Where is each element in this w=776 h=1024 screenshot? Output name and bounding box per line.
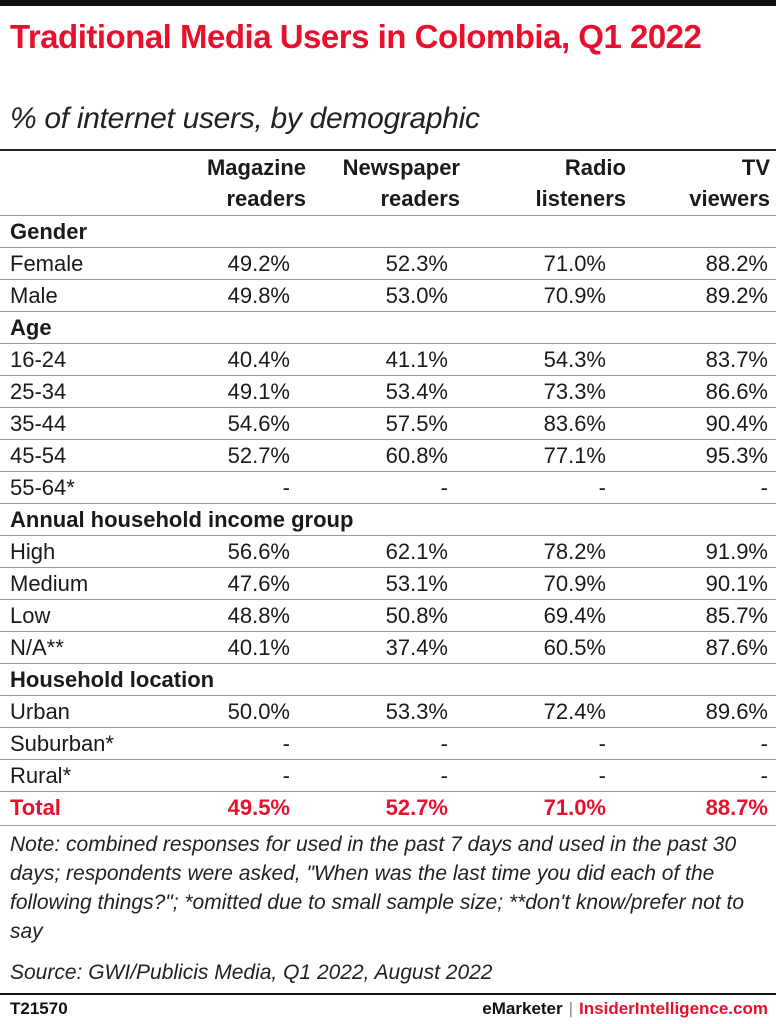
row-label: Suburban* bbox=[10, 731, 114, 756]
table-cell: 90.4% bbox=[705, 411, 768, 436]
table-cell: - bbox=[760, 475, 768, 500]
chart-subtitle: % of internet users, by demographic bbox=[10, 102, 480, 135]
row-label: Annual household income group bbox=[10, 507, 354, 532]
table-cell: 87.6% bbox=[705, 635, 768, 660]
row-label: 35-44 bbox=[10, 411, 67, 436]
row-label: 55-64* bbox=[10, 475, 75, 500]
table-cell: 86.6% bbox=[705, 379, 768, 404]
table-row bbox=[0, 535, 776, 568]
table-row bbox=[0, 279, 776, 312]
table-cell: 77.1% bbox=[543, 443, 606, 468]
table-cell: 48.8% bbox=[227, 603, 290, 628]
brand-separator: | bbox=[568, 999, 574, 1018]
table-cell: 62.1% bbox=[385, 539, 448, 564]
table-cell: - bbox=[282, 475, 290, 500]
table-cell: 89.2% bbox=[705, 283, 768, 308]
row-label: High bbox=[10, 539, 56, 564]
group-header-row bbox=[0, 215, 776, 248]
row-label: Male bbox=[10, 283, 58, 308]
row-label: Age bbox=[10, 315, 52, 340]
table-cell: 52.7% bbox=[385, 795, 448, 820]
column-header-line: listeners bbox=[535, 186, 626, 211]
table-row bbox=[0, 759, 776, 792]
table-cell: 37.4% bbox=[385, 635, 448, 660]
table-cell: 70.9% bbox=[543, 283, 606, 308]
table-row bbox=[0, 727, 776, 760]
column-header-line: viewers bbox=[689, 186, 770, 211]
column-header-line: Radio bbox=[564, 155, 626, 180]
table-cell: 83.7% bbox=[705, 347, 768, 372]
table-row bbox=[0, 343, 776, 376]
table-row bbox=[0, 599, 776, 632]
table-cell: 71.0% bbox=[543, 251, 606, 276]
column-header-newspaper bbox=[320, 152, 460, 212]
table-cell: 47.6% bbox=[227, 571, 290, 596]
table-cell: 53.0% bbox=[385, 283, 448, 308]
table-cell: 40.1% bbox=[227, 635, 290, 660]
group-header-row bbox=[0, 311, 776, 344]
table-cell: - bbox=[282, 763, 290, 788]
table-cell: 72.4% bbox=[543, 699, 606, 724]
table-bottom-divider bbox=[0, 825, 776, 826]
table-cell: 49.2% bbox=[227, 251, 290, 276]
header-divider bbox=[0, 149, 776, 151]
column-header-line: TV bbox=[741, 155, 770, 180]
column-header-line: Magazine bbox=[206, 155, 306, 180]
table-cell: 95.3% bbox=[705, 443, 768, 468]
table-cell: - bbox=[440, 731, 448, 756]
footnote: Note: combined responses for used in the past 7 days and used in the past 30 days; respondents were asked, "When was the last time you did each of the following things?"; *omitted due to small sample size; **don't know/prefer not to say bbox=[10, 833, 745, 943]
table-row bbox=[0, 567, 776, 600]
table-cell: 50.0% bbox=[227, 699, 290, 724]
row-label: Urban bbox=[10, 699, 70, 724]
column-header-tv bbox=[640, 152, 770, 212]
row-label: 16-24 bbox=[10, 347, 67, 372]
table-cell: 88.7% bbox=[705, 795, 768, 820]
brand-insider-intelligence: InsiderIntelligence.com bbox=[579, 999, 768, 1018]
row-label: Female bbox=[10, 251, 84, 276]
table-cell: 90.1% bbox=[705, 571, 768, 596]
table-cell: 52.7% bbox=[227, 443, 290, 468]
row-label: 25-34 bbox=[10, 379, 67, 404]
source-line: Source: GWI/Publicis Media, Q1 2022, August 2022 bbox=[10, 961, 493, 984]
table-cell: 85.7% bbox=[705, 603, 768, 628]
table-cell: 73.3% bbox=[543, 379, 606, 404]
table-cell: 91.9% bbox=[705, 539, 768, 564]
row-label: Household location bbox=[10, 667, 215, 692]
table-cell: 49.8% bbox=[227, 283, 290, 308]
row-label: Gender bbox=[10, 219, 88, 244]
table-cell: 54.6% bbox=[227, 411, 290, 436]
table-cell: 54.3% bbox=[543, 347, 606, 372]
table-cell: 53.4% bbox=[385, 379, 448, 404]
table-cell: 52.3% bbox=[385, 251, 448, 276]
table-cell: 60.5% bbox=[543, 635, 606, 660]
table-cell: - bbox=[440, 475, 448, 500]
table-row bbox=[0, 695, 776, 728]
table-cell: 69.4% bbox=[543, 603, 606, 628]
table-cell: - bbox=[598, 731, 606, 756]
table-cell: - bbox=[282, 731, 290, 756]
table-cell: 41.1% bbox=[385, 347, 448, 372]
table-cell: - bbox=[440, 763, 448, 788]
table-cell: 83.6% bbox=[543, 411, 606, 436]
table-cell: 88.2% bbox=[705, 251, 768, 276]
column-header-line: readers bbox=[380, 186, 460, 211]
table-row bbox=[0, 407, 776, 440]
table-row bbox=[0, 439, 776, 472]
chart-code: T21570 bbox=[10, 999, 68, 1018]
row-label: Total bbox=[10, 795, 61, 820]
table-cell: 71.0% bbox=[543, 795, 606, 820]
table-row bbox=[0, 631, 776, 664]
table-cell: 49.5% bbox=[227, 795, 290, 820]
table-row bbox=[0, 471, 776, 504]
column-header-radio bbox=[480, 152, 626, 212]
column-header-line: Newspaper bbox=[342, 155, 460, 180]
column-header-line: readers bbox=[226, 186, 306, 211]
table-cell: 70.9% bbox=[543, 571, 606, 596]
table-cell: 89.6% bbox=[705, 699, 768, 724]
table-cell: - bbox=[760, 763, 768, 788]
table-cell: 57.5% bbox=[385, 411, 448, 436]
table-cell: - bbox=[760, 731, 768, 756]
column-header-magazine bbox=[180, 152, 306, 212]
table-cell: 53.3% bbox=[385, 699, 448, 724]
chart-title: Traditional Media Users in Colombia, Q1 2022 bbox=[10, 18, 702, 55]
table-cell: - bbox=[598, 475, 606, 500]
table-row bbox=[0, 375, 776, 408]
table-cell: 40.4% bbox=[227, 347, 290, 372]
table-cell: 53.1% bbox=[385, 571, 448, 596]
row-label: Rural* bbox=[10, 763, 72, 788]
table-row bbox=[0, 247, 776, 280]
row-label: Low bbox=[10, 603, 51, 628]
row-label: Medium bbox=[10, 571, 89, 596]
table-cell: 56.6% bbox=[227, 539, 290, 564]
total-row bbox=[0, 791, 776, 824]
table-cell: 50.8% bbox=[385, 603, 448, 628]
table-cell: - bbox=[598, 763, 606, 788]
row-label: 45-54 bbox=[10, 443, 67, 468]
top-rule bbox=[0, 0, 776, 6]
group-header-row bbox=[0, 503, 776, 536]
brand-logo bbox=[482, 998, 768, 1020]
table-cell: 60.8% bbox=[385, 443, 448, 468]
footer-divider bbox=[0, 993, 776, 995]
brand-emarketer: eMarketer bbox=[482, 999, 563, 1018]
row-label: N/A** bbox=[10, 635, 64, 660]
table-cell: 78.2% bbox=[543, 539, 606, 564]
group-header-row bbox=[0, 663, 776, 696]
table-cell: 49.1% bbox=[227, 379, 290, 404]
